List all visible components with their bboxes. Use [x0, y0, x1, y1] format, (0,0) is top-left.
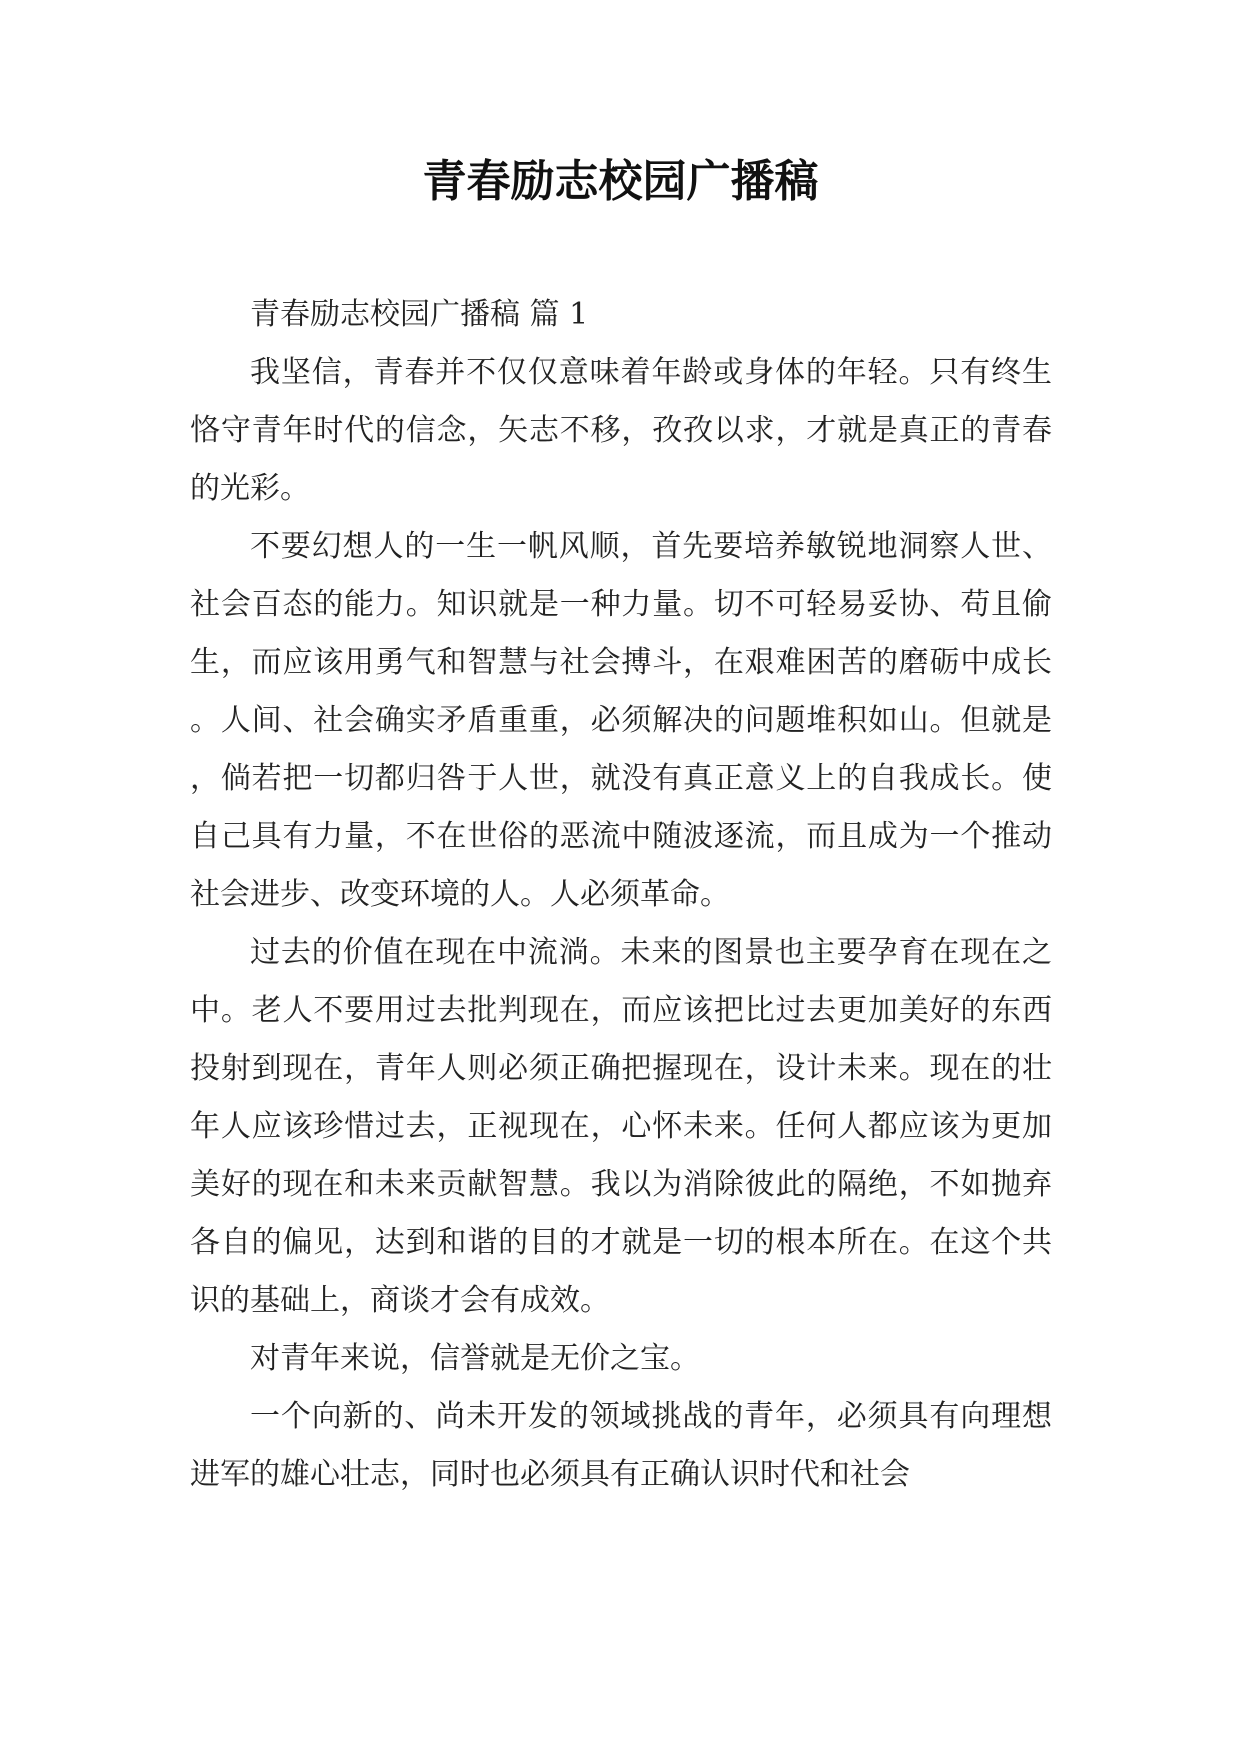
paragraph: 过去的价值在现在中流淌。未来的图景也主要孕育在现在之中。老人不要用过去批判现在，而应该把比过去更加美好的东西投射到现在，青年人则必须正确把握现在，设计未来。现在的壮年人应该珍惜过去，正视现在，心怀未来。任何人都应该为更加美好的现在和未来贡献智慧。我以为消除彼此的隔绝，不如抛弃各自的偏见，达到和谐的目的才就是一切的根本所在。在这个共识的基础上，商谈才会有成效。	[190, 935, 1052, 1318]
paragraph: 对青年来说，信誉就是无价之宝。	[250, 1341, 700, 1376]
paragraph: 我坚信，青春并不仅仅意味着年龄或身体的年轻。只有终生恪守青年时代的信念，矢志不移，孜孜以求，才就是真正的青春的光彩。	[190, 355, 1052, 506]
section-heading: 青春励志校园广播稿 篇 1	[250, 297, 589, 332]
document-title: 青春励志校园广播稿	[422, 156, 819, 207]
document-body	[190, 286, 1052, 1504]
paragraph: 一个向新的、尚未开发的领域挑战的青年，必须具有向理想进军的雄心壮志，同时也必须具有正确认识时代和社会	[190, 1399, 1052, 1492]
paragraph: 不要幻想人的一生一帆风顺，首先要培养敏锐地洞察人世、社会百态的能力。知识就是一种力量。切不可轻易妥协、苟且偷生，而应该用勇气和智慧与社会搏斗，在艰难困苦的磨砺中成长。人间、社会确实矛盾重重，必须解决的问题堆积如山。但就是，倘若把一切都归咎于人世，就没有真正意义上的自我成长。使自己具有力量，不在世俗的恶流中随波逐流，而且成为一个推动社会进步、改变环境的人。人必须革命。	[190, 529, 1052, 912]
